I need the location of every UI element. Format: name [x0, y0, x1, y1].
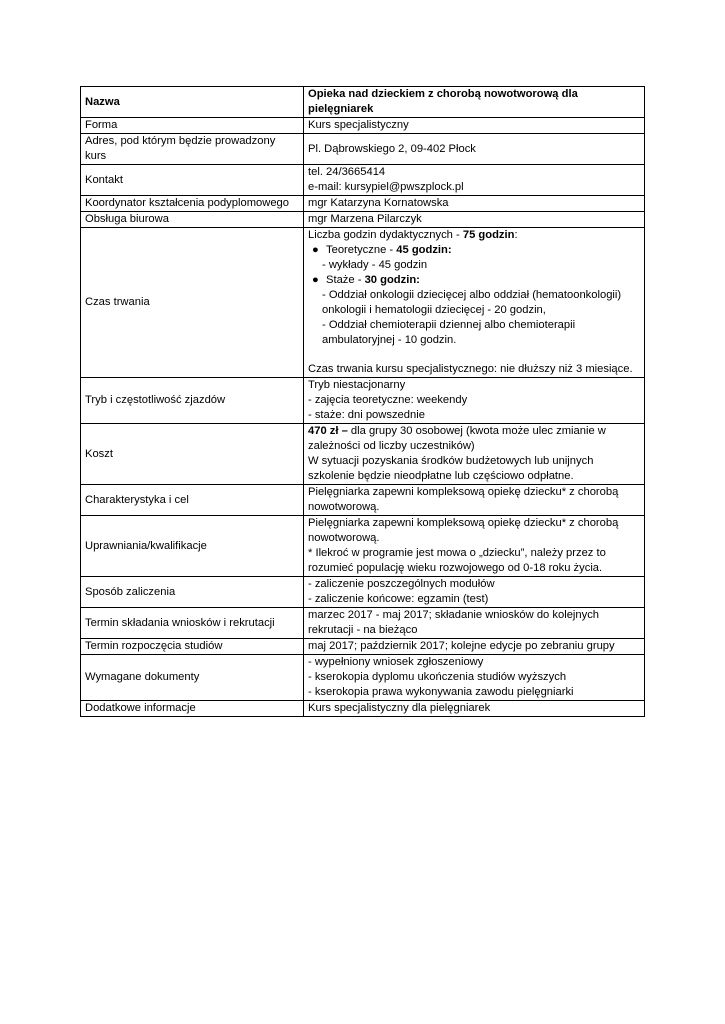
forma-value: Kurs specjalistyczny	[304, 118, 645, 134]
header-label: Nazwa	[81, 87, 304, 118]
dodatkowe-value: Kurs specjalistyczny dla pielęgniarek	[304, 701, 645, 717]
kontakt-value	[304, 165, 645, 196]
charakterystyka-label: Charakterystyka i cel	[81, 485, 304, 516]
termin-rozpoczecia-label: Termin rozpoczęcia studiów	[81, 639, 304, 655]
dokumenty-label: Wymagane dokumenty	[81, 655, 304, 701]
obsluga-label: Obsługa biurowa	[81, 212, 304, 228]
czas-staze-sub1b: onkologii i hematologii dziecięcej - 20 godzin,	[322, 304, 546, 316]
dokumenty-value	[304, 655, 645, 701]
zaliczenie-label: Sposób zaliczenia	[81, 577, 304, 608]
kontakt-tel: tel. 24/3665414	[308, 166, 386, 178]
tryb-line: Tryb niestacjonarny	[308, 379, 406, 391]
table-row-koordynator	[81, 196, 645, 212]
koszt-line: W sytuacji pozyskania środków budżetowych lub unijnych	[308, 455, 594, 467]
koszt-label: Koszt	[81, 424, 304, 485]
bullet-icon: ●	[312, 244, 319, 256]
koszt-price: 470 zł –	[308, 425, 348, 437]
table-row-dodatkowe	[81, 701, 645, 717]
dokumenty-line: - kserokopia dyplomu ukończenia studiów wyższych	[308, 671, 567, 683]
table-row-kontakt	[81, 165, 645, 196]
uprawnienia-line: * Ilekroć w programie jest mowa o „dziecku”, należy przez to	[308, 547, 606, 559]
table-row-zaliczenie	[81, 577, 645, 608]
uprawnienia-line: rozumieć populację wieku rozwojowego od 0-18 roku życia.	[308, 562, 603, 574]
czas-label: Czas trwania	[81, 228, 304, 378]
table-row-koszt	[81, 424, 645, 485]
uprawnienia-label: Uprawniania/kwalifikacje	[81, 516, 304, 577]
charakterystyka-line: nowotworową.	[308, 501, 380, 513]
tryb-label: Tryb i częstotliwość zjazdów	[81, 378, 304, 424]
czas-value	[304, 228, 645, 378]
czas-hours: Liczba godzin dydaktycznych - 75 godzin:	[308, 229, 518, 241]
koszt-line: szkolenie będzie nieodpłatne lub częściowo odpłatne.	[308, 470, 574, 482]
termin-wnioskow-line: rekrutacji - na bieżąco	[308, 624, 418, 636]
czas-note: Czas trwania kursu specjalistycznego: nie dłuższy niż 3 miesiące.	[308, 363, 633, 375]
table-row-header	[81, 87, 645, 118]
adres-label: Adres, pod którym będzie prowadzony kurs	[81, 134, 304, 165]
zaliczenie-line: - zaliczenie końcowe: egzamin (test)	[308, 593, 489, 605]
table-row-czas	[81, 228, 645, 378]
adres-value: Pl. Dąbrowskiego 2, 09-402 Płock	[304, 134, 645, 165]
bullet-icon: ●	[312, 274, 319, 286]
table-row-charakterystyka	[81, 485, 645, 516]
czas-theory-sub: - wykłady - 45 godzin	[322, 259, 428, 271]
koszt-line: zależności od liczby uczestników)	[308, 440, 475, 452]
dokumenty-line: - kserokopia prawa wykonywania zawodu pielęgniarki	[308, 686, 574, 698]
zaliczenie-line: - zaliczenie poszczególnych modułów	[308, 578, 495, 590]
koordynator-value: mgr Katarzyna Kornatowska	[304, 196, 645, 212]
table-row-adres	[81, 134, 645, 165]
table-row-uprawnienia	[81, 516, 645, 577]
charakterystyka-line: Pielęgniarka zapewni kompleksową opiekę dziecku* z chorobą	[308, 486, 619, 498]
dokumenty-line: - wypełniony wniosek zgłoszeniowy	[308, 656, 484, 668]
czas-staze-sub2a: - Oddział chemioterapii dziennej albo chemioterapii	[322, 319, 576, 331]
termin-wnioskow-label: Termin składania wniosków i rekrutacji	[81, 608, 304, 639]
tryb-line: - staże: dni powszednie	[308, 409, 425, 421]
koszt-price-line: 470 zł – dla grupy 30 osobowej (kwota może ulec zmianie w	[308, 425, 606, 437]
kontakt-label: Kontakt	[81, 165, 304, 196]
dodatkowe-label: Dodatkowe informacje	[81, 701, 304, 717]
koszt-value	[304, 424, 645, 485]
spacer	[308, 348, 640, 362]
termin-rozpoczecia-value: maj 2017; październik 2017; kolejne edycje po zebraniu grupy	[304, 639, 645, 655]
table-row-termin-rozpoczecia	[81, 639, 645, 655]
forma-label: Forma	[81, 118, 304, 134]
obsluga-value: mgr Marzena Pilarczyk	[304, 212, 645, 228]
table-row-obsluga	[81, 212, 645, 228]
koordynator-label: Koordynator kształcenia podyplomowego	[81, 196, 304, 212]
table-row-dokumenty	[81, 655, 645, 701]
uprawnienia-value	[304, 516, 645, 577]
table-row-termin-wnioskow	[81, 608, 645, 639]
table-row-tryb	[81, 378, 645, 424]
header-value: Opieka nad dzieckiem z chorobą nowotworową dla pielęgniarek	[304, 87, 645, 118]
zaliczenie-value	[304, 577, 645, 608]
course-info-table	[80, 86, 645, 717]
tryb-value	[304, 378, 645, 424]
czas-staze-sub1a: - Oddział onkologii dziecięcej albo oddział (hematoonkologii)	[322, 289, 622, 301]
termin-wnioskow-line: marzec 2017 - maj 2017; składanie wniosków do kolejnych	[308, 609, 600, 621]
termin-wnioskow-value	[304, 608, 645, 639]
kontakt-email: e-mail: kursypiel@pwszplock.pl	[308, 181, 464, 193]
uprawnienia-line: nowotworową.	[308, 532, 380, 544]
czas-staze-sub2b: ambulatoryjnej - 10 godzin.	[322, 334, 457, 346]
czas-bullet-theory: ● Teoretyczne - 45 godzin:	[312, 244, 452, 256]
tryb-line: - zajęcia teoretyczne: weekendy	[308, 394, 468, 406]
uprawnienia-line: Pielęgniarka zapewni kompleksową opiekę dziecku* z chorobą	[308, 517, 619, 529]
czas-bullet-staze: ● Staże - 30 godzin:	[312, 274, 420, 286]
table-row-forma	[81, 118, 645, 134]
charakterystyka-value	[304, 485, 645, 516]
